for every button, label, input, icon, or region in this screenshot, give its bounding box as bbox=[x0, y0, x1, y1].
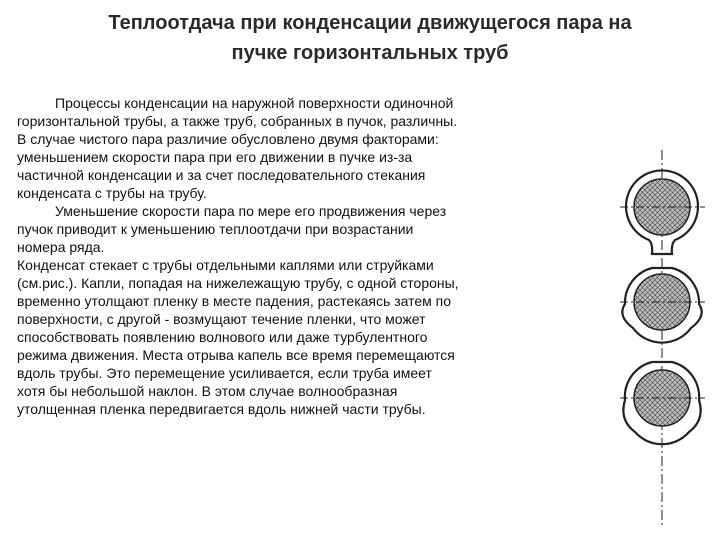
body-line: способствовать появлению волнового или даже турбулентного bbox=[17, 329, 428, 345]
body-line: В случае чистого пара различие обусловлено двумя факторами: bbox=[17, 131, 439, 147]
body-line: уменьшением скорости пара при его движении в пучке из-за bbox=[17, 149, 413, 165]
body-line: вдоль трубы. Это перемещение усиливается, если труба имеет bbox=[17, 365, 432, 381]
body-line: горизонтальной трубы, а также труб, собранных в пучок, различны. bbox=[17, 113, 458, 129]
body-line: Процессы конденсации на наружной поверхности одиночной bbox=[55, 95, 454, 111]
body-line: номера ряда. bbox=[17, 239, 105, 255]
body-line: Уменьшение скорости пара по мере его продвижения через bbox=[55, 203, 447, 219]
body-line: режима движения. Места отрыва капель все время перемещаются bbox=[17, 347, 455, 363]
body-text bbox=[17, 94, 597, 418]
body-line: конденсата с трубы на трубу. bbox=[17, 185, 207, 201]
body-line: Конденсат стекает с трубы отдельными каплями или струйками bbox=[17, 257, 434, 273]
title-line-1: Теплоотдача при конденсации движущегося пара на bbox=[108, 12, 632, 34]
body-line: временно утолщают пленку в месте падения, растекаясь затем по bbox=[17, 293, 452, 309]
body-line: пучок приводит к уменьшению теплоотдачи при возрастании bbox=[17, 221, 414, 237]
tube-bundle-figure bbox=[605, 150, 720, 530]
body-line: поверхности, с другой - возмущают течение пленки, что может bbox=[17, 311, 426, 327]
title-line-2: пучке горизонтальных труб bbox=[231, 42, 509, 64]
body-line: (см.рис.). Капли, попадая на нижележащую трубу, с одной стороны, bbox=[17, 275, 459, 291]
body-line: частичной конденсации и за счет последовательного стекания bbox=[17, 167, 426, 183]
slide-title bbox=[40, 8, 700, 68]
body-line: утолщенная пленка передвигается вдоль нижней части трубы. bbox=[17, 401, 426, 417]
tube-3 bbox=[620, 362, 705, 444]
body-line: хотя бы небольшой наклон. В этом случае волнообразная bbox=[17, 383, 398, 399]
